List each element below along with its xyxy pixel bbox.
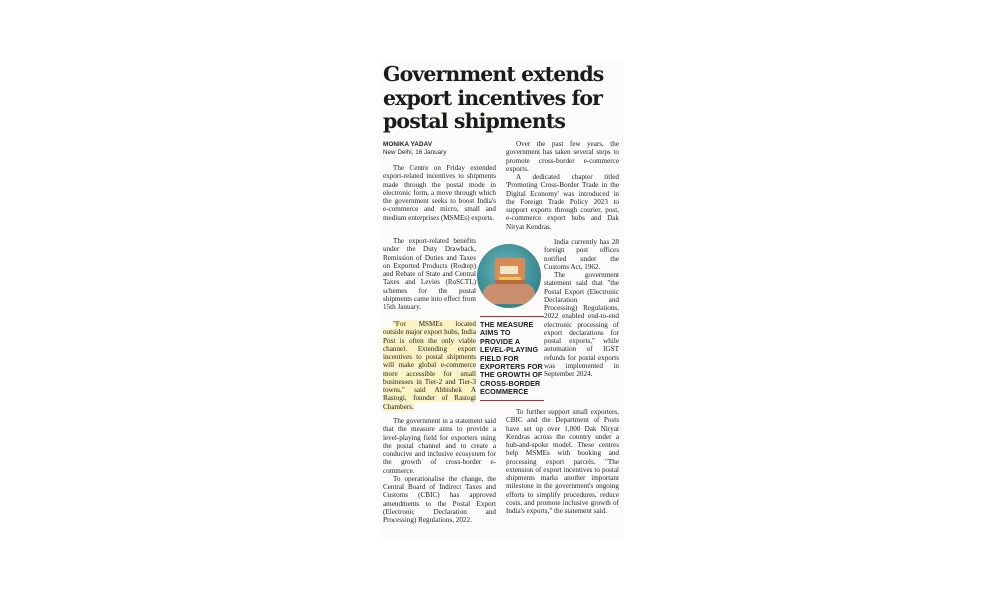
byline xyxy=(383,141,493,157)
parcel-label xyxy=(500,266,518,274)
column-2-middle xyxy=(544,238,619,378)
column-2-top xyxy=(506,140,619,231)
column-1-quote xyxy=(383,320,476,411)
parcel-tape xyxy=(499,277,521,280)
paragraph: The export-related benefits under the Duty Drawback, Remission of Duties and Taxes on Exported Products (Rodtep) and Rebate of State and Central Taxes and Levies (RoSCTL) schemes for the postal shipments came into effect from 15th January. xyxy=(383,237,476,311)
column-1-bottom xyxy=(383,417,496,524)
pull-quote-text: THE MEASURE AIMS TO PROVIDE A LEVEL-PLAYING FIELD FOR EXPORTERS FOR THE GROWTH OF CROSS-BORDER ECOMMERCE xyxy=(480,320,543,397)
column-2-bottom xyxy=(506,408,619,515)
headline: Government extends export incentives for postal shipments xyxy=(383,62,604,133)
paragraph: Over the past few years, the government has taken several steps to promote cross-border e-commerce exports. xyxy=(506,140,619,173)
highlighted-quote: "For MSMEs located outside major export hubs, India Post is often the only viable channel. Extending export incentives to postal shipments will make global e-commerce more accessible for small businesses in Tier-2 and Tier-3 towns," said Abhishek A Rastogi, founder of Rastogi Chambers. xyxy=(383,320,476,411)
paragraph: The Centre on Friday extended export-related incentives to shipments made through the postal mode in electronic form, a move through which the government seeks to boost India's e-commerce and micro, small and medium enterprises (MSMEs) exports. xyxy=(383,164,496,222)
dateline: New Delhi, 16 January xyxy=(383,149,447,156)
paragraph: India currently has 28 foreign post offices notified under the Customs Act, 1962. xyxy=(544,238,619,271)
paragraph: To operationalise the change, the Central Board of Indirect Taxes and Customs (CBIC) has approved amendments to the Postal Export (Electronic Declaration and Processing) Regulations, 2022. xyxy=(383,474,496,524)
paragraph: The government in a statement said that the measure aims to provide a level-playing field for exporters using the postal channel and to create a conducive and inclusive ecosystem for the growth of cross-border e-commerce. xyxy=(383,417,496,475)
column-1-benefits xyxy=(383,237,476,311)
paragraph: A dedicated chapter titled 'Promoting Cross-Border Trade in the Digital Economy' was introduced in the Foreign Trade Policy 2023 to support exports through courier, post, e-commerce export hubs and Dak Niryat Kendras. xyxy=(506,173,619,231)
parcel-photo xyxy=(477,244,541,308)
paragraph: To further support small exporters, CBIC and the Department of Posts have set up over 1,000 Dak Niryat Kendras across the country under a hub-and-spoke model. These centres help MSMEs with booking and processing export parcels. "The extension of export incentives to postal shipments marks another important milestone in the government's ongoing efforts to simplify procedures, reduce costs, and promote inclusive growth of India's exports," the statement said. xyxy=(506,408,619,515)
paragraph: The government statement said that "the Postal Export (Electronic Declaration and Processing) Regulations, 2022 enabled end-to-end electronic processing of export declarations for postal exports," while automation of IGST refunds for postal exports was implemented in September 2024. xyxy=(544,271,619,378)
hands xyxy=(483,284,535,304)
pull-quote xyxy=(480,316,544,401)
author-name: MONIKA YADAV xyxy=(383,141,433,148)
column-1-intro xyxy=(383,164,496,222)
